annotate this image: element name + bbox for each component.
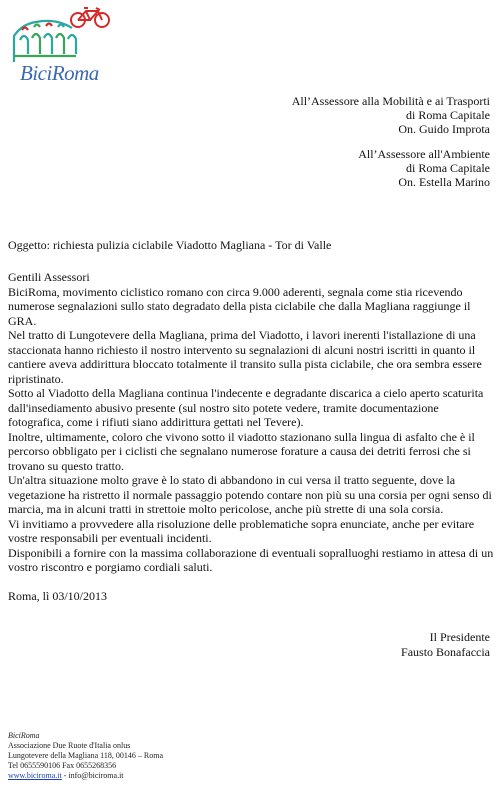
body-paragraph: Sotto al Viadotto della Magliana continua l'indecente e degradante discarica a cielo aperto scaturita dall'insediamento abusivo presente (sul nostro sito potete vedere, tramite documentazione fotografica, come i rifiuti siano addirittura gettati nel Tevere).: [8, 386, 484, 429]
letter-subject: Oggetto: richiesta pulizia ciclabile Viadotto Magliana - Tor di Valle: [8, 238, 332, 252]
footer-brand: BiciRoma: [8, 731, 40, 740]
footer-phone: Tel 0655590106 Fax 0655268356: [8, 761, 117, 770]
body-paragraph: Un'altra situazione molto grave è lo stato di abbandono in cui versa il tratto seguente, dove la vegetazione ha ristretto il normale passaggio potendo contare non più su una corsia per ogni senso di marcia, ma in alcuni tratti in strettoie molto pericolose, anche più strette di una sola corsia.: [8, 473, 492, 516]
greeting: Gentili Assessori: [8, 270, 90, 284]
letter-body: [8, 270, 494, 575]
logo-text: BiciRoma: [20, 61, 99, 85]
body-paragraph: BiciRoma, movimento ciclistico romano con circa 9.000 aderenti, segnala come stia ricevendo numerose segnalazioni sullo stato degradato della pista ciclabile che dalla Magliana raggiunge il GRA.: [8, 284, 471, 328]
recipient-line: di Roma Capitale: [406, 108, 490, 122]
recipient-line: On. Estella Marino: [398, 175, 490, 189]
footer-address: Lungotevere della Magliana 118, 00146 – Roma: [8, 751, 163, 760]
body-paragraph: Nel tratto di Lungotevere della Magliana, prima del Viadotto, i lavori inerenti l'istallazione di una staccionata hanno richiesto il nostro intervento su segnalazioni di alcuni nostri iscritti in quanto il cantiere aveva addirittura bloccato totalmente il transito sulla pista ciclabile, che ora sembra essere ripristinato.: [8, 328, 482, 386]
body-paragraph: Vi invitiamo a provvedere alla risoluzione delle problematiche sopra enunciate, anche per evitare vostre responsabili per eventuali incidenti.: [8, 516, 475, 545]
recipient-line: All’Assessore alla Mobilità e ai Trasporti: [291, 94, 490, 108]
recipient-mobility: [292, 94, 490, 136]
recipient-line: On. Guido Improta: [398, 122, 490, 136]
signature-block: [401, 630, 490, 660]
footer-separator: -: [61, 771, 69, 780]
letter-footer: [8, 731, 163, 781]
website-link[interactable]: www.biciroma.it: [8, 771, 62, 780]
recipient-environment: [358, 147, 490, 189]
recipient-line: All’Assessore all'Ambiente: [358, 147, 490, 161]
recipient-line: di Roma Capitale: [406, 161, 490, 175]
signature-role: Il Presidente: [429, 630, 490, 644]
letter-date: Roma, lì 03/10/2013: [8, 589, 107, 603]
body-paragraph: Inoltre, ultimamente, coloro che vivono sotto il viadotto stazionano sulla lingua di asfalto che è il percorso obbligato per i ciclisti che segnalano numerose forature a causa dei detriti ferrosi che si trovano su questo tratto.: [8, 429, 475, 473]
footer-email: info@biciroma.it: [68, 771, 124, 780]
body-paragraph: Disponibili a fornire con la massima collaborazione di eventuali sopralluoghi restiamo in attesa di un vostro riscontro e porgiamo cordiali saluti.: [8, 545, 494, 574]
footer-contacts: [8, 771, 163, 781]
colosseum-bicycle-icon: [6, 6, 116, 66]
footer-org: Associazione Due Ruote d'Italia onlus: [8, 741, 131, 750]
signature-name: Fausto Bonafaccia: [401, 645, 490, 659]
biciroma-logo: [6, 6, 116, 85]
